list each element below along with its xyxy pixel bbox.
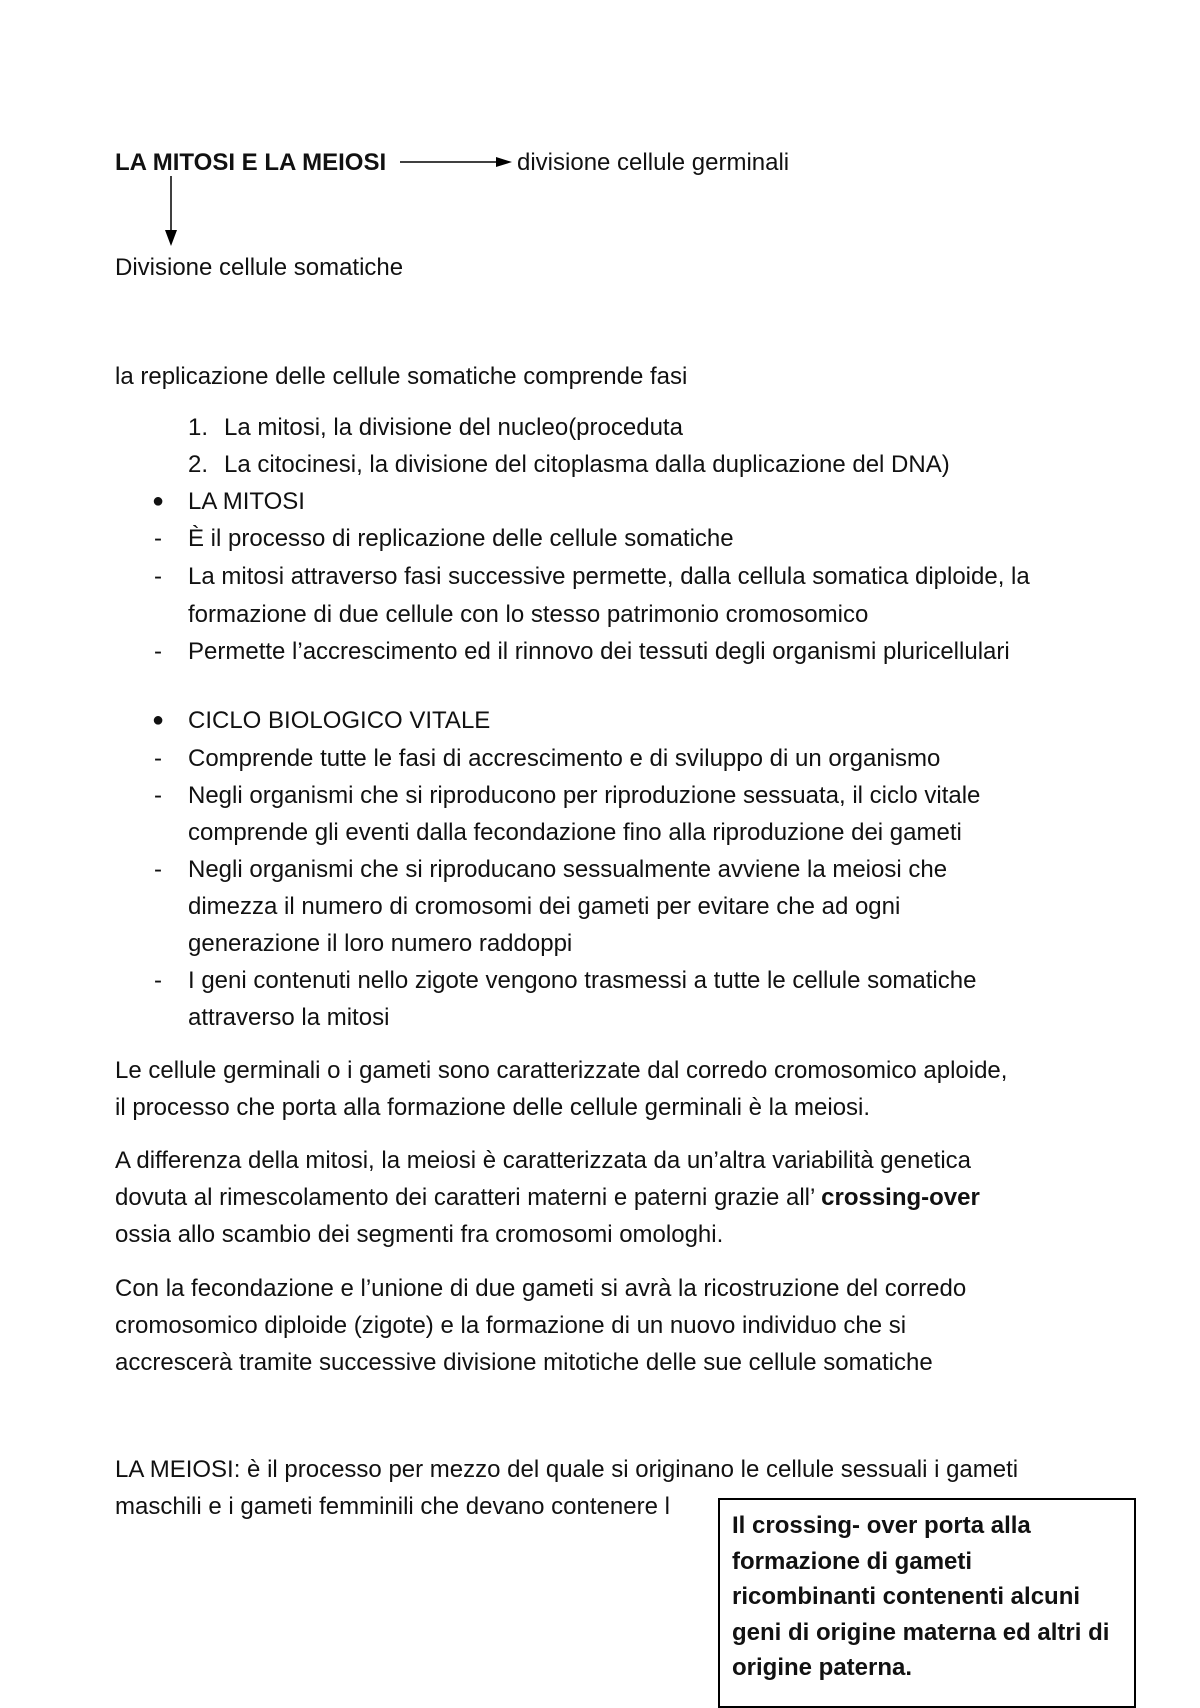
list-item-cont: comprende gli eventi dalla fecondazione fino alla riproduzione dei gameti xyxy=(188,819,962,846)
arrow-label-somatic: Divisione cellule somatiche xyxy=(115,254,404,281)
list-item-cont: generazione il loro numero raddoppi xyxy=(188,930,573,957)
list-item: È il processo di replicazione delle cellule somatiche xyxy=(188,525,734,552)
dash-marker: - xyxy=(154,563,162,590)
crossing-over-term: crossing-over xyxy=(821,1184,980,1211)
note-box xyxy=(718,1498,1136,1708)
arrow-label-germinal: divisione cellule germinali xyxy=(517,149,790,176)
list-item: Permette l’accrescimento ed il rinnovo dei tessuti degli organismi pluricellulari xyxy=(188,638,1010,665)
right-arrow-head xyxy=(496,157,512,167)
phase-number: 1. xyxy=(188,414,209,441)
main-title: LA MITOSI E LA MEIOSI xyxy=(115,149,387,176)
note-text: Il crossing- over porta alla formazione di gameti ricombinanti contenenti alcuni geni di origine materna ed altri di origine paterna. xyxy=(732,1512,1110,1681)
down-arrow-head xyxy=(165,230,177,246)
dash-marker: - xyxy=(154,967,162,994)
list-item-cont: formazione di due cellule con lo stesso patrimonio cromosomico xyxy=(188,601,869,628)
phase-text: La mitosi, la divisione del nucleo(proceduta xyxy=(224,414,683,441)
section-heading-ciclo: CICLO BIOLOGICO VITALE xyxy=(188,707,491,734)
dash-marker: - xyxy=(154,782,162,809)
paragraph-line: cromosomico diploide (zigote) e la formazione di un nuovo individuo che si xyxy=(115,1312,907,1339)
paragraph-line: LA MEIOSI: è il processo per mezzo del quale si originano le cellule sessuali i gameti xyxy=(115,1456,1019,1483)
paragraph-line: Le cellule germinali o i gameti sono caratterizzate dal corredo cromosomico aploide, xyxy=(115,1057,1008,1084)
paragraph-line: maschili e i gameti femminili che devano contenere l xyxy=(115,1493,670,1520)
bullet-dot: ● xyxy=(152,490,165,512)
dash-marker: - xyxy=(154,638,162,665)
dash-marker: - xyxy=(154,856,162,883)
list-item: Comprende tutte le fasi di accrescimento e di sviluppo di un organismo xyxy=(188,745,941,772)
list-item: I geni contenuti nello zigote vengono trasmessi a tutte le cellule somatiche xyxy=(188,967,977,994)
paragraph-line xyxy=(115,1179,980,1216)
list-item: Negli organismi che si riproducono per riproduzione sessuata, il ciclo vitale xyxy=(188,782,981,809)
dash-marker: - xyxy=(154,745,162,772)
phase-number: 2. xyxy=(188,451,209,478)
flow-arrows xyxy=(0,0,1200,300)
paragraph-line: A differenza della mitosi, la meiosi è caratterizzata da un’altra variabilità genetica xyxy=(115,1147,972,1174)
list-item: Negli organismi che si riproducano sessualmente avviene la meiosi che xyxy=(188,856,948,883)
section-heading-mitosi: LA MITOSI xyxy=(188,488,305,515)
paragraph-line: accrescerà tramite successive divisione mitotiche delle sue cellule somatiche xyxy=(115,1349,933,1376)
paragraph-line: il processo che porta alla formazione delle cellule germinali è la meiosi. xyxy=(115,1094,871,1121)
list-item: La mitosi attraverso fasi successive permette, dalla cellula somatica diploide, la xyxy=(188,563,1030,590)
intro-text: la replicazione delle cellule somatiche comprende fasi xyxy=(115,363,688,390)
dash-marker: - xyxy=(154,525,162,552)
paragraph-line: ossia allo scambio dei segmenti fra cromosomi omologhi. xyxy=(115,1221,724,1248)
list-item-cont: dimezza il numero di cromosomi dei gameti per evitare che ad ogni xyxy=(188,893,901,920)
list-item-cont: attraverso la mitosi xyxy=(188,1004,390,1031)
paragraph-text: dovuta al rimescolamento dei caratteri materni e paterni grazie all’ xyxy=(115,1184,822,1211)
bullet-dot: ● xyxy=(152,709,165,731)
paragraph-line: Con la fecondazione e l’unione di due gameti si avrà la ricostruzione del corredo xyxy=(115,1275,967,1302)
phase-text: La citocinesi, la divisione del citoplasma dalla duplicazione del DNA) xyxy=(224,451,950,478)
